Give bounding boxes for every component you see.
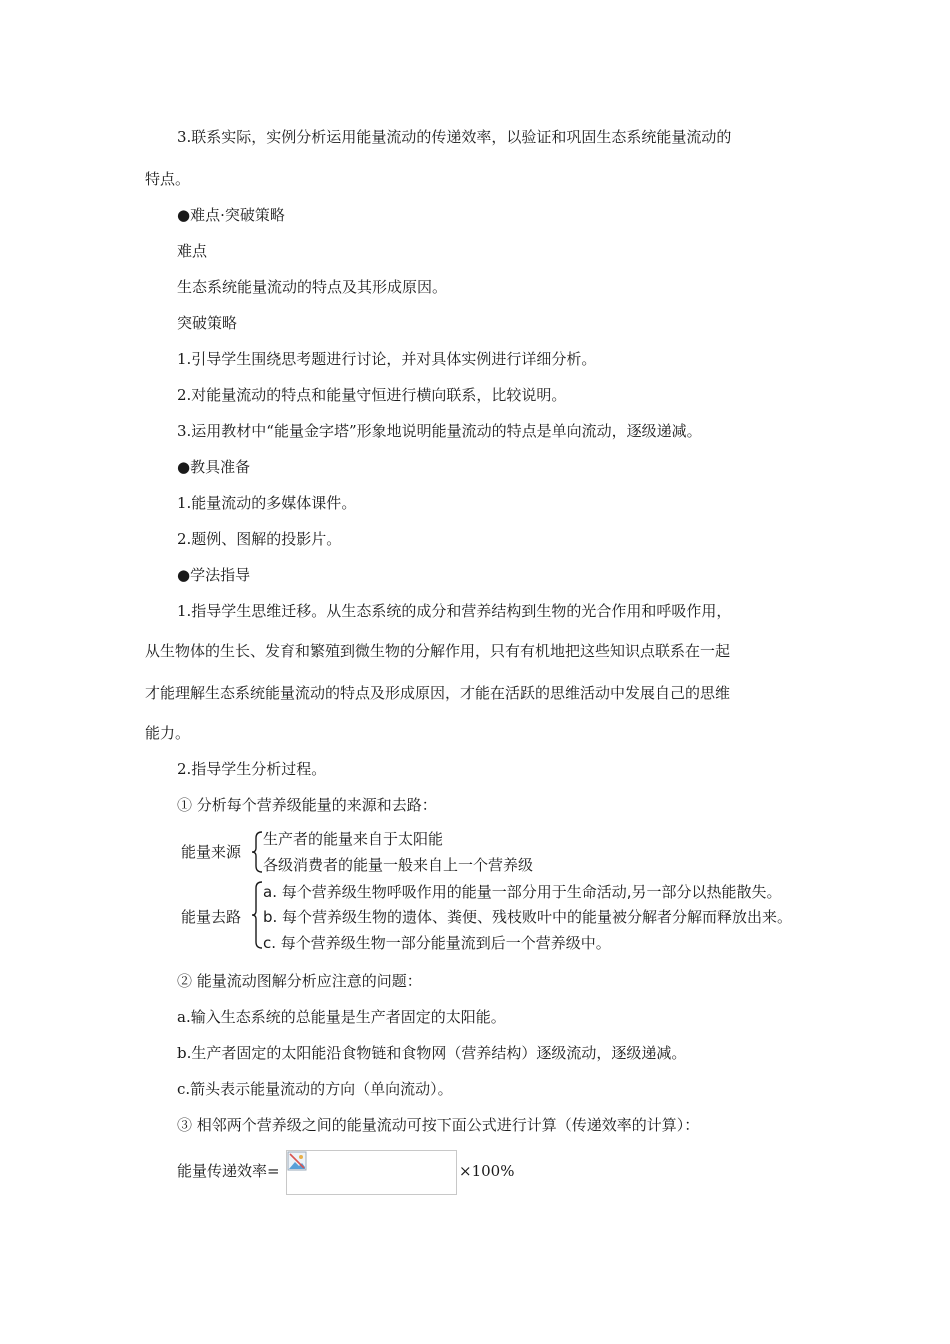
- circle-item-3: ③ 相邻两个营养级之间的能量流动可按下面公式进行计算（传递效率的计算）：: [177, 1116, 700, 1134]
- heading-method: ●学法指导: [177, 566, 251, 584]
- strategy-2: 2.对能量流动的特点和能量守恒进行横向联系，比较说明。: [177, 386, 567, 404]
- note-c: c.箭头表示能量流动的方向（单向流动）。: [177, 1080, 453, 1098]
- sink-item-a: a. 每个营养级生物呼吸作用的能量一部分用于生命活动,另一部分以热能散失。: [263, 883, 782, 901]
- sink-item-c: c. 每个营养级生物一部分能量流到后一个营养级中。: [263, 934, 611, 952]
- method-1-line-1: 1.指导学生思维迁移。从生态系统的成分和营养结构到生物的光合作用和呼吸作用，: [177, 602, 732, 620]
- sink-item-b: b. 每个营养级生物的遗体、粪便、残枝败叶中的能量被分解者分解而释放出来。: [263, 908, 793, 926]
- strategy-1: 1.引导学生围绕思考题进行讨论，并对具体实例进行详细分析。: [177, 350, 597, 368]
- method-1-line-2: 从生物体的生长、发育和繁殖到微生物的分解作用，只有有机地把这些知识点联系在一起: [145, 642, 731, 660]
- difficulty-text: 生态系统能量流动的特点及其形成原因。: [177, 278, 448, 296]
- circle-item-2: ② 能量流动图解分析应注意的问题：: [177, 972, 422, 990]
- source-label: 能量来源: [181, 843, 242, 861]
- formula-prefix: 能量传递效率=: [177, 1162, 280, 1180]
- sink-brace: [250, 880, 264, 950]
- method-2: 2.指导学生分析过程。: [177, 760, 327, 778]
- strategy-label: 突破策略: [177, 314, 238, 332]
- difficulty-label: 难点: [177, 242, 208, 260]
- broken-image-icon: [287, 1151, 307, 1171]
- method-1-line-4: 能力。: [145, 724, 191, 742]
- source-item-1: 生产者的能量来自于太阳能: [263, 830, 444, 848]
- formula-image-placeholder: [286, 1150, 457, 1195]
- tools-1: 1.能量流动的多媒体课件。: [177, 494, 357, 512]
- note-b: b.生产者固定的太阳能沿食物链和食物网（营养结构）逐级流动，逐级递减。: [177, 1044, 687, 1062]
- sink-label: 能量去路: [181, 908, 242, 926]
- formula-suffix: ×100%: [459, 1162, 515, 1180]
- heading-difficulty: ●难点·突破策略: [177, 206, 285, 224]
- source-item-2: 各级消费者的能量一般来自上一个营养级: [263, 856, 534, 874]
- source-brace: [250, 830, 264, 874]
- paragraph-3-line-2: 特点。: [145, 170, 191, 188]
- circle-item-1: ① 分析每个营养级能量的来源和去路：: [177, 796, 437, 814]
- paragraph-3-line-1: 3.联系实际，实例分析运用能量流动的传递效率，以验证和巩固生态系统能量流动的: [177, 128, 732, 146]
- strategy-3: 3.运用教材中“能量金字塔”形象地说明能量流动的特点是单向流动，逐级递减。: [177, 422, 702, 440]
- tools-2: 2.题例、图解的投影片。: [177, 530, 342, 548]
- note-a: a.输入生态系统的总能量是生产者固定的太阳能。: [177, 1008, 506, 1026]
- heading-tools: ●教具准备: [177, 458, 251, 476]
- method-1-line-3: 才能理解生态系统能量流动的特点及形成原因，才能在活跃的思维活动中发展自己的思维: [145, 684, 731, 702]
